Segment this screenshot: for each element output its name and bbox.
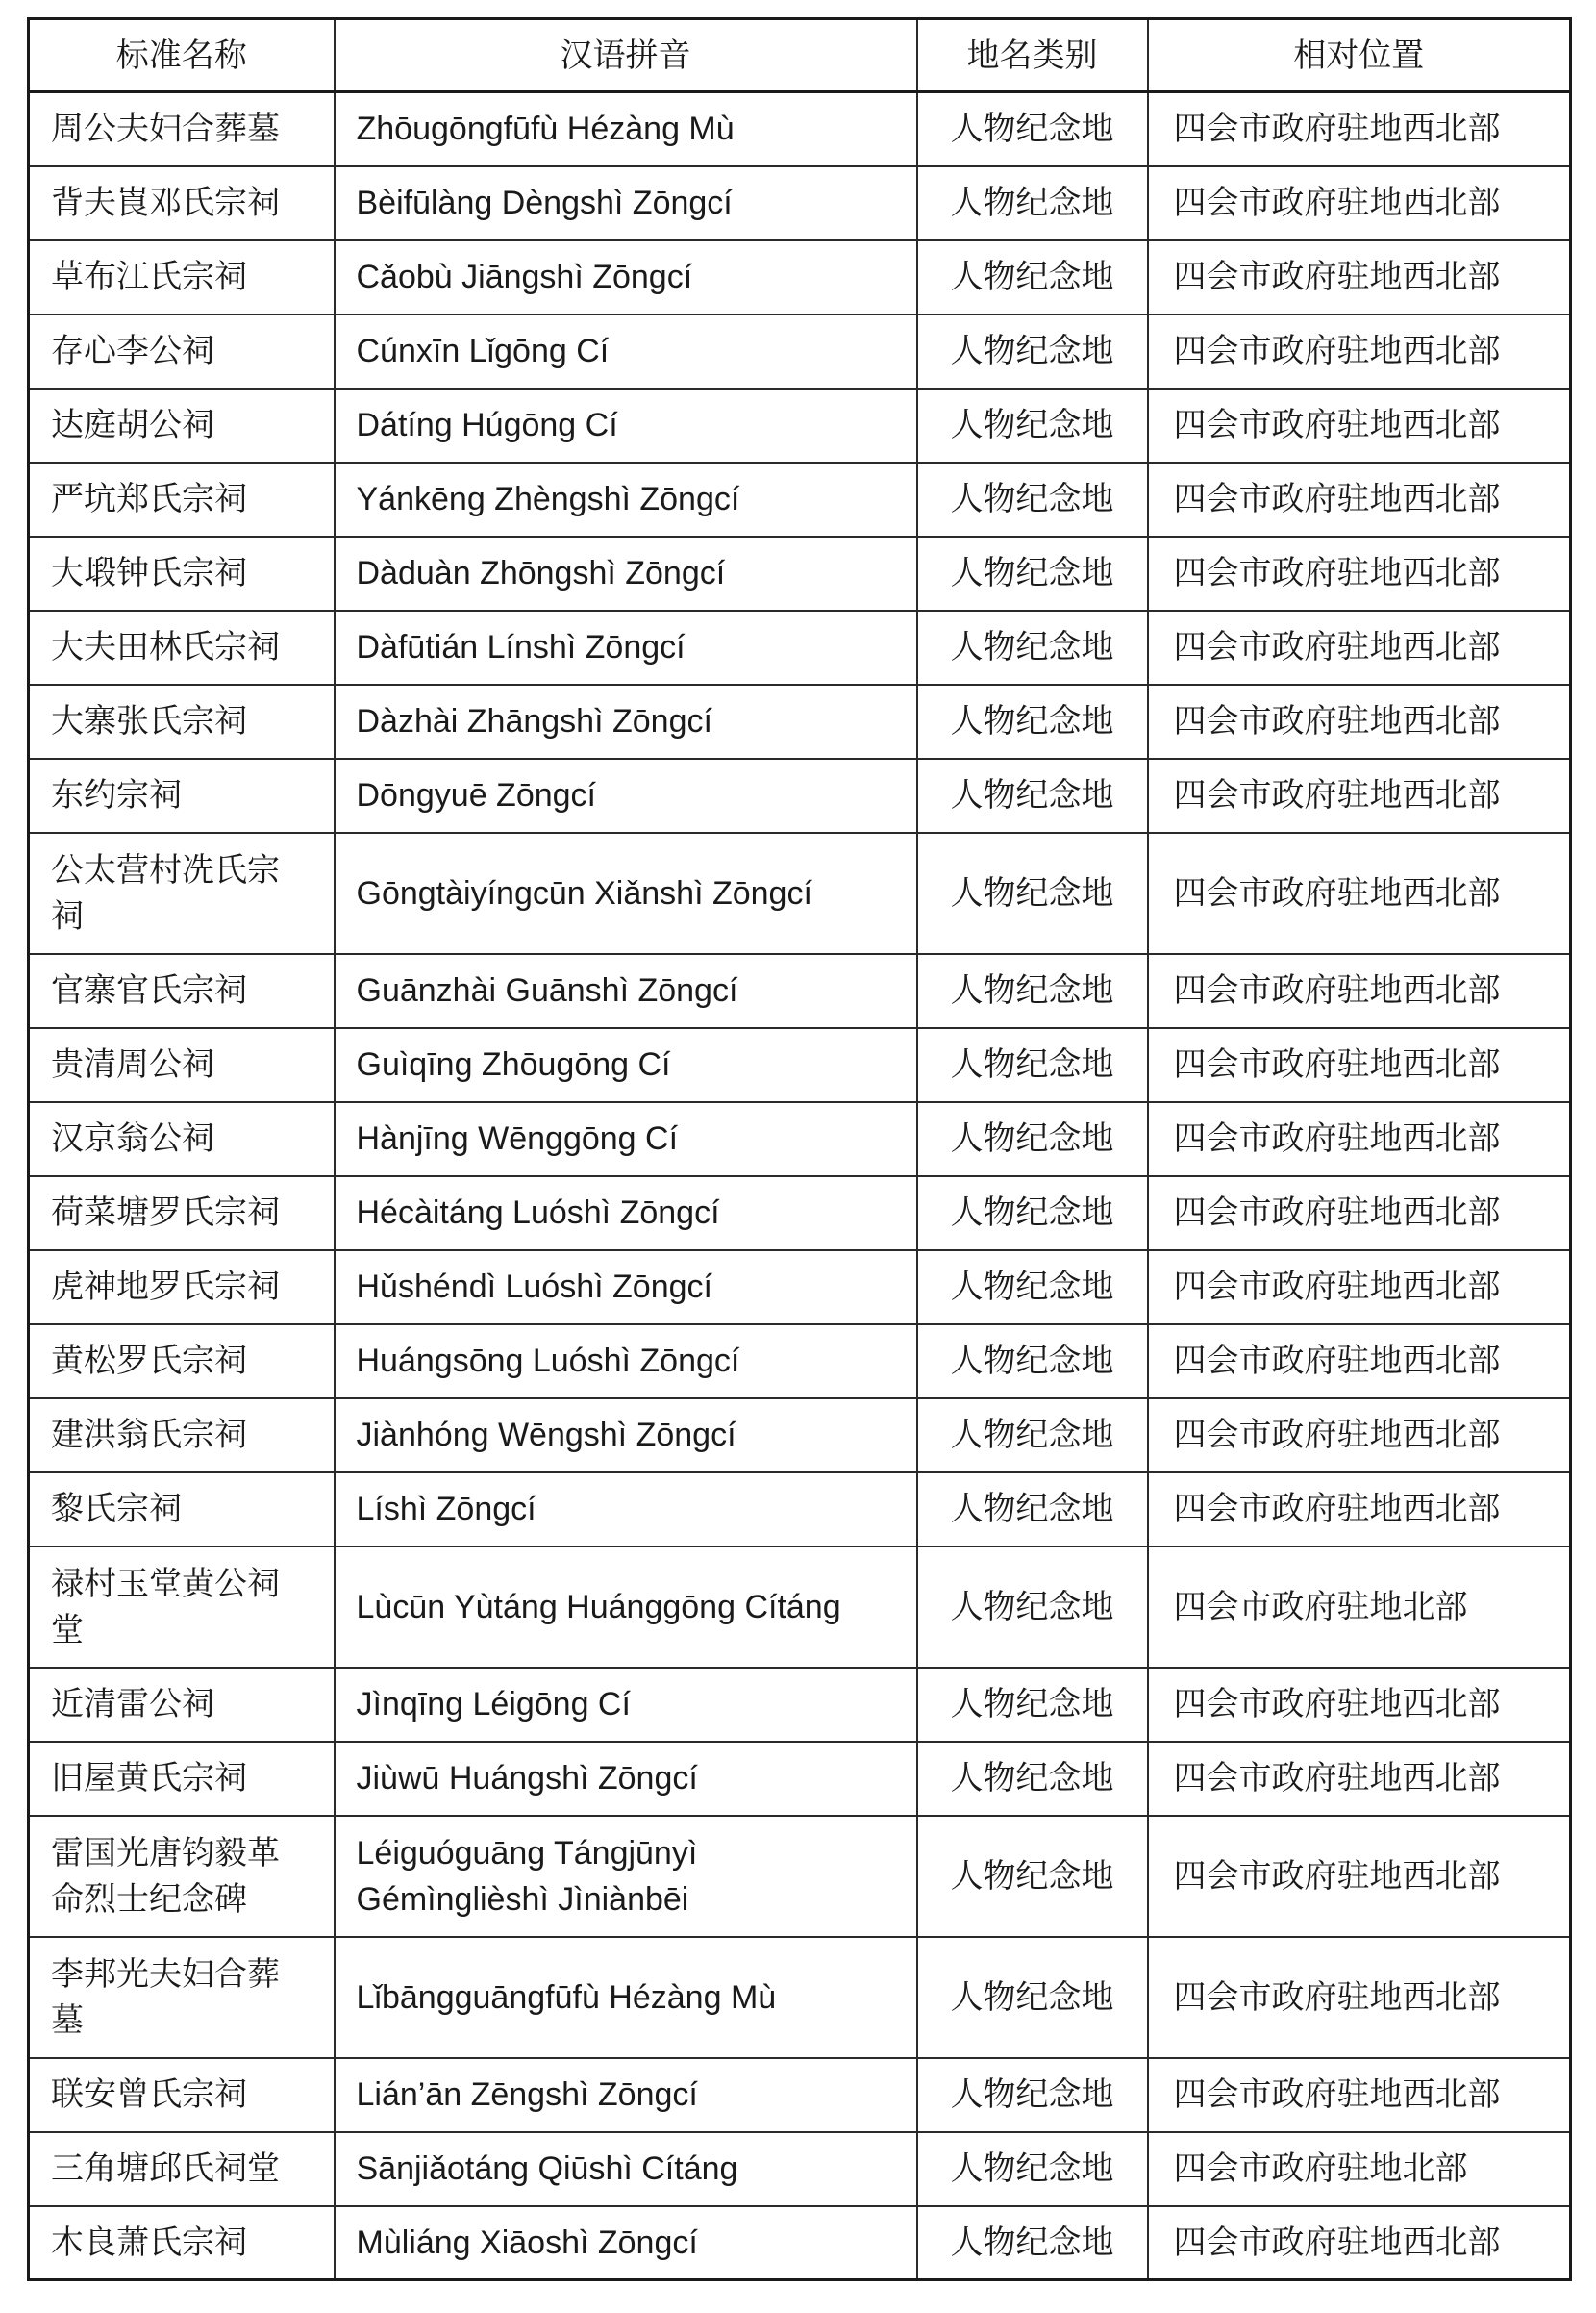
cell-pinyin: Lǐbāngguāngfūfù Hézàng Mù xyxy=(335,1937,917,2058)
cell-pinyin: Líshì Zōngcí xyxy=(335,1472,917,1546)
cell-pinyin: Cúnxīn Lǐgōng Cí xyxy=(335,314,917,389)
cell-relative-position: 四会市政府驻地西北部 xyxy=(1148,1398,1571,1472)
cell-category: 人物纪念地 xyxy=(917,166,1148,240)
table-row xyxy=(29,1324,1571,1398)
cell-relative-position: 四会市政府驻地西北部 xyxy=(1148,240,1571,314)
cell-standard-name: 背夫崀邓氏宗祠 xyxy=(29,166,335,240)
table-row xyxy=(29,314,1571,389)
cell-category: 人物纪念地 xyxy=(917,1176,1148,1250)
cell-category: 人物纪念地 xyxy=(917,685,1148,759)
cell-category: 人物纪念地 xyxy=(917,240,1148,314)
table-row xyxy=(29,1668,1571,1742)
cell-category: 人物纪念地 xyxy=(917,1250,1148,1324)
cell-standard-name: 大塅钟氏宗祠 xyxy=(29,537,335,611)
cell-standard-name: 官寨官氏宗祠 xyxy=(29,954,335,1028)
cell-relative-position: 四会市政府驻地西北部 xyxy=(1148,1816,1571,1937)
cell-category: 人物纪念地 xyxy=(917,1028,1148,1102)
cell-standard-name: 联安曾氏宗祠 xyxy=(29,2058,335,2132)
table-row xyxy=(29,389,1571,463)
cell-pinyin: Guānzhài Guānshì Zōngcí xyxy=(335,954,917,1028)
table-row xyxy=(29,1937,1571,2058)
cell-standard-name: 李邦光夫妇合葬墓 xyxy=(29,1937,335,2058)
table-row xyxy=(29,954,1571,1028)
table-row xyxy=(29,2206,1571,2280)
cell-standard-name: 黄松罗氏宗祠 xyxy=(29,1324,335,1398)
cell-category: 人物纪念地 xyxy=(917,537,1148,611)
cell-standard-name: 三角塘邱氏祠堂 xyxy=(29,2132,335,2206)
cell-category: 人物纪念地 xyxy=(917,1742,1148,1816)
cell-pinyin: Sānjiǎotáng Qiūshì Cítáng xyxy=(335,2132,917,2206)
table-row xyxy=(29,1742,1571,1816)
header-standard-name: 标准名称 xyxy=(29,19,335,92)
table-row xyxy=(29,240,1571,314)
cell-standard-name: 木良萧氏宗祠 xyxy=(29,2206,335,2280)
cell-standard-name: 东约宗祠 xyxy=(29,759,335,833)
cell-pinyin: Hécàitáng Luóshì Zōngcí xyxy=(335,1176,917,1250)
cell-relative-position: 四会市政府驻地西北部 xyxy=(1148,1324,1571,1398)
cell-standard-name: 大夫田林氏宗祠 xyxy=(29,611,335,685)
cell-standard-name: 公太营村冼氏宗祠 xyxy=(29,833,335,954)
cell-standard-name: 雷国光唐钧毅革命烈士纪念碑 xyxy=(29,1816,335,1937)
header-relative-position: 相对位置 xyxy=(1148,19,1571,92)
cell-category: 人物纪念地 xyxy=(917,1324,1148,1398)
cell-pinyin: Guìqīng Zhōugōng Cí xyxy=(335,1028,917,1102)
table-row xyxy=(29,537,1571,611)
cell-pinyin: Lián’ān Zēngshì Zōngcí xyxy=(335,2058,917,2132)
cell-standard-name: 禄村玉堂黄公祠堂 xyxy=(29,1546,335,1668)
cell-pinyin: Cǎobù Jiāngshì Zōngcí xyxy=(335,240,917,314)
table-row xyxy=(29,1250,1571,1324)
table-body xyxy=(29,92,1571,2280)
cell-category: 人物纪念地 xyxy=(917,1816,1148,1937)
cell-category: 人物纪念地 xyxy=(917,314,1148,389)
cell-pinyin: Dátíng Húgōng Cí xyxy=(335,389,917,463)
cell-standard-name: 周公夫妇合葬墓 xyxy=(29,92,335,166)
cell-pinyin: Hànjīng Wēnggōng Cí xyxy=(335,1102,917,1176)
cell-pinyin: Gōngtàiyíngcūn Xiǎnshì Zōngcí xyxy=(335,833,917,954)
table-row xyxy=(29,833,1571,954)
table-row xyxy=(29,1816,1571,1937)
cell-pinyin: Léiguóguāng Tángjūnyì Gémìnglièshì Jìniànbēi xyxy=(335,1816,917,1937)
cell-pinyin: Dàduàn Zhōngshì Zōngcí xyxy=(335,537,917,611)
cell-category: 人物纪念地 xyxy=(917,2132,1148,2206)
cell-pinyin: Zhōugōngfūfù Hézàng Mù xyxy=(335,92,917,166)
cell-relative-position: 四会市政府驻地西北部 xyxy=(1148,389,1571,463)
cell-relative-position: 四会市政府驻地西北部 xyxy=(1148,2206,1571,2280)
cell-category: 人物纪念地 xyxy=(917,1472,1148,1546)
cell-standard-name: 黎氏宗祠 xyxy=(29,1472,335,1546)
cell-category: 人物纪念地 xyxy=(917,2058,1148,2132)
cell-category: 人物纪念地 xyxy=(917,389,1148,463)
cell-category: 人物纪念地 xyxy=(917,833,1148,954)
header-category: 地名类别 xyxy=(917,19,1148,92)
cell-category: 人物纪念地 xyxy=(917,611,1148,685)
cell-standard-name: 旧屋黄氏宗祠 xyxy=(29,1742,335,1816)
cell-standard-name: 建洪翁氏宗祠 xyxy=(29,1398,335,1472)
cell-relative-position: 四会市政府驻地西北部 xyxy=(1148,685,1571,759)
cell-pinyin: Jiànhóng Wēngshì Zōngcí xyxy=(335,1398,917,1472)
cell-category: 人物纪念地 xyxy=(917,1546,1148,1668)
cell-relative-position: 四会市政府驻地北部 xyxy=(1148,2132,1571,2206)
header-pinyin: 汉语拼音 xyxy=(335,19,917,92)
cell-pinyin: Bèifūlàng Dèngshì Zōngcí xyxy=(335,166,917,240)
cell-relative-position: 四会市政府驻地西北部 xyxy=(1148,611,1571,685)
table-row xyxy=(29,1546,1571,1668)
table-header-row xyxy=(29,19,1571,92)
cell-relative-position: 四会市政府驻地西北部 xyxy=(1148,1028,1571,1102)
cell-relative-position: 四会市政府驻地西北部 xyxy=(1148,1937,1571,2058)
cell-category: 人物纪念地 xyxy=(917,759,1148,833)
cell-pinyin: Jìnqīng Léigōng Cí xyxy=(335,1668,917,1742)
cell-relative-position: 四会市政府驻地西北部 xyxy=(1148,1102,1571,1176)
cell-pinyin: Dàzhài Zhāngshì Zōngcí xyxy=(335,685,917,759)
cell-standard-name: 贵清周公祠 xyxy=(29,1028,335,1102)
table-row xyxy=(29,1398,1571,1472)
cell-relative-position: 四会市政府驻地西北部 xyxy=(1148,1742,1571,1816)
cell-standard-name: 近清雷公祠 xyxy=(29,1668,335,1742)
cell-category: 人物纪念地 xyxy=(917,954,1148,1028)
cell-relative-position: 四会市政府驻地西北部 xyxy=(1148,314,1571,389)
cell-relative-position: 四会市政府驻地西北部 xyxy=(1148,954,1571,1028)
cell-relative-position: 四会市政府驻地西北部 xyxy=(1148,537,1571,611)
cell-relative-position: 四会市政府驻地西北部 xyxy=(1148,1472,1571,1546)
table-row xyxy=(29,1472,1571,1546)
table-row xyxy=(29,166,1571,240)
table-row xyxy=(29,611,1571,685)
cell-standard-name: 汉京翁公祠 xyxy=(29,1102,335,1176)
cell-standard-name: 存心李公祠 xyxy=(29,314,335,389)
document-page xyxy=(27,17,1569,2281)
table-row xyxy=(29,463,1571,537)
cell-pinyin: Mùliáng Xiāoshì Zōngcí xyxy=(335,2206,917,2280)
cell-category: 人物纪念地 xyxy=(917,92,1148,166)
cell-standard-name: 大寨张氏宗祠 xyxy=(29,685,335,759)
table-row xyxy=(29,1102,1571,1176)
cell-pinyin: Huángsōng Luóshì Zōngcí xyxy=(335,1324,917,1398)
cell-pinyin: Jiùwū Huángshì Zōngcí xyxy=(335,1742,917,1816)
cell-standard-name: 严坑郑氏宗祠 xyxy=(29,463,335,537)
cell-category: 人物纪念地 xyxy=(917,2206,1148,2280)
table-row xyxy=(29,685,1571,759)
cell-relative-position: 四会市政府驻地西北部 xyxy=(1148,1668,1571,1742)
table-row xyxy=(29,2132,1571,2206)
cell-relative-position: 四会市政府驻地西北部 xyxy=(1148,1250,1571,1324)
cell-relative-position: 四会市政府驻地西北部 xyxy=(1148,92,1571,166)
cell-relative-position: 四会市政府驻地西北部 xyxy=(1148,166,1571,240)
cell-standard-name: 虎神地罗氏宗祠 xyxy=(29,1250,335,1324)
table-row xyxy=(29,1028,1571,1102)
table-row xyxy=(29,2058,1571,2132)
cell-category: 人物纪念地 xyxy=(917,1937,1148,2058)
table-row xyxy=(29,92,1571,166)
cell-relative-position: 四会市政府驻地西北部 xyxy=(1148,759,1571,833)
cell-category: 人物纪念地 xyxy=(917,463,1148,537)
cell-pinyin: Hǔshéndì Luóshì Zōngcí xyxy=(335,1250,917,1324)
cell-relative-position: 四会市政府驻地西北部 xyxy=(1148,2058,1571,2132)
cell-standard-name: 荷菜塘罗氏宗祠 xyxy=(29,1176,335,1250)
cell-pinyin: Dàfūtián Línshì Zōngcí xyxy=(335,611,917,685)
cell-standard-name: 草布江氏宗祠 xyxy=(29,240,335,314)
cell-category: 人物纪念地 xyxy=(917,1398,1148,1472)
cell-relative-position: 四会市政府驻地西北部 xyxy=(1148,463,1571,537)
table-row xyxy=(29,1176,1571,1250)
cell-category: 人物纪念地 xyxy=(917,1102,1148,1176)
cell-relative-position: 四会市政府驻地北部 xyxy=(1148,1546,1571,1668)
cell-pinyin: Dōngyuē Zōngcí xyxy=(335,759,917,833)
cell-pinyin: Lùcūn Yùtáng Huánggōng Cítáng xyxy=(335,1546,917,1668)
cell-pinyin: Yánkēng Zhèngshì Zōngcí xyxy=(335,463,917,537)
cell-relative-position: 四会市政府驻地西北部 xyxy=(1148,1176,1571,1250)
cell-standard-name: 达庭胡公祠 xyxy=(29,389,335,463)
cell-relative-position: 四会市政府驻地西北部 xyxy=(1148,833,1571,954)
table-row xyxy=(29,759,1571,833)
cell-category: 人物纪念地 xyxy=(917,1668,1148,1742)
place-name-table xyxy=(27,17,1572,2281)
